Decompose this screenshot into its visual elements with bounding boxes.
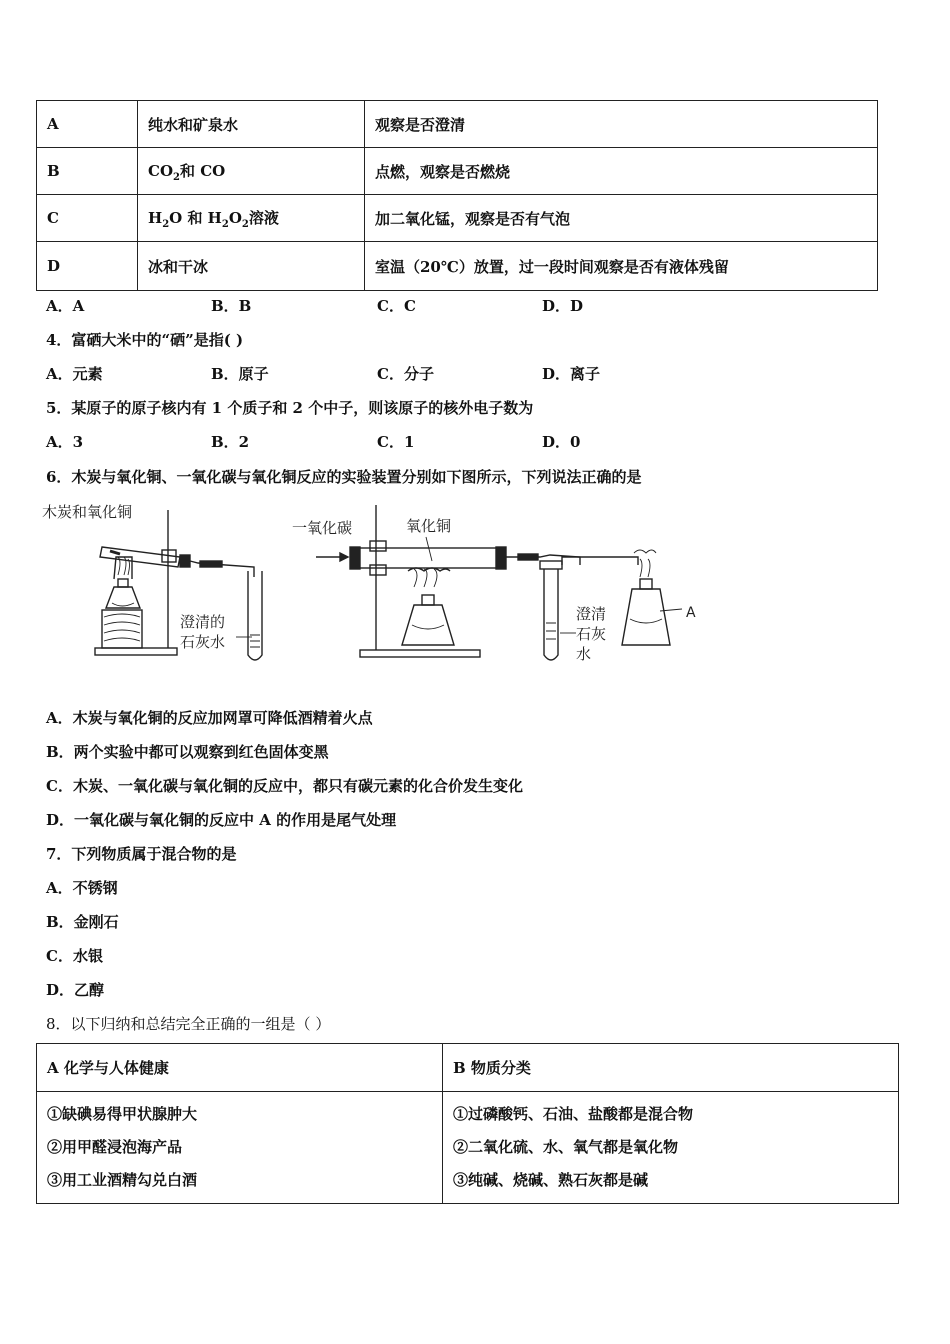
q8-stem: 8．以下归纳和总结完全正确的一组是（ ）: [46, 1015, 331, 1033]
stopper: [180, 555, 190, 567]
substance-cell: $H_2O$ 和 $H_2O_2$溶液: [138, 195, 365, 242]
alcohol-lamp-a: [622, 589, 670, 645]
list-item: ①过磷酸钙、石油、盐酸都是混合物: [453, 1105, 694, 1123]
q5-option-d: D．0: [542, 433, 581, 451]
q8-table: [36, 1043, 899, 1204]
stand-base-right: [360, 650, 480, 657]
label-cuo: 氧化铜: [406, 517, 452, 535]
q4-option-c: C．分子: [377, 365, 434, 383]
table-row: [37, 101, 878, 148]
label-charcoal-cuo: 木炭和氧化铜: [42, 503, 133, 521]
substance-cell: $CO_2$和 CO: [138, 148, 365, 195]
q5-option-a: A．3: [46, 433, 84, 451]
q8-col-b-header: B 物质分类: [443, 1044, 899, 1092]
q6-option-d: D．一氧化碳与氧化铜的反应中 A 的作用是尾气处理: [46, 811, 397, 829]
row-label: B: [37, 148, 138, 195]
q3-option-a: A．A: [46, 297, 85, 315]
q8-body-row: [37, 1092, 899, 1204]
q7-option-c: C．水银: [46, 947, 103, 965]
list-item: ③纯碱、烧碱、熟石灰都是碱: [453, 1171, 649, 1189]
q8-col-a-header: A 化学与人体健康: [37, 1044, 443, 1092]
method-cell: 观察是否澄清: [365, 101, 878, 148]
q7-option-d: D．乙醇: [46, 981, 105, 999]
label-limewater-1: 澄清的: [180, 613, 226, 631]
q3-option-c: C．C: [377, 297, 416, 315]
label-limewater-r1: 澄清: [576, 605, 607, 623]
row-label: D: [37, 242, 138, 291]
list-item: ②用甲醛浸泡海产品: [47, 1138, 183, 1156]
q8-col-a-items: [37, 1092, 443, 1204]
comparison-table: [36, 100, 878, 291]
label-a: A: [686, 605, 696, 621]
q5-option-b: B．2: [211, 433, 250, 451]
substance-cell: 纯水和矿泉水: [138, 101, 365, 148]
q7-option-b: B．金刚石: [46, 913, 119, 931]
list-item: ②二氧化硫、水、氧气都是氧化物: [453, 1138, 679, 1156]
co-cuo-apparatus: [292, 505, 696, 663]
q6-option-c: C．木炭、一氧化碳与氧化铜的反应中，都只有碳元素的化合价发生变化: [46, 777, 523, 795]
row-label: A: [37, 101, 138, 148]
tail-pipe: [562, 557, 638, 565]
q4-option-a: A．元素: [46, 365, 103, 383]
label-limewater-2: 石灰水: [180, 633, 226, 651]
limewater-tube-right: [544, 569, 558, 660]
q5-option-c: C．1: [377, 433, 415, 451]
q6-option-b: B．两个实验中都可以观察到红色固体变黑: [46, 743, 329, 761]
stand-base: [95, 648, 177, 655]
table-row: [37, 148, 878, 195]
label-limewater-r2: 石灰: [576, 625, 607, 643]
q4-option-d: D．离子: [542, 365, 601, 383]
q3-option-d: D．D: [542, 297, 584, 315]
charcoal-cuo-apparatus: [42, 503, 262, 660]
alcohol-lamp-right: [402, 605, 454, 645]
q8-col-b-items: [443, 1092, 899, 1204]
q6-option-a: A．木炭与氧化铜的反应加网罩可降低酒精着火点: [46, 709, 373, 727]
row-label: C: [37, 195, 138, 242]
q7-stem: 7．下列物质属于混合物的是: [46, 845, 237, 863]
label-limewater-r3: 水: [576, 645, 592, 663]
label-co: 一氧化碳: [292, 519, 353, 537]
list-item: ③用工业酒精勾兑白酒: [47, 1171, 198, 1189]
method-cell: 室温（20℃）放置，过一段时间观察是否有液体残留: [365, 242, 878, 291]
q7-option-a: A．不锈钢: [46, 879, 118, 897]
table-row: [37, 242, 878, 291]
q3-option-b: B．B: [211, 297, 252, 315]
table-row: [37, 195, 878, 242]
method-cell: 点燃，观察是否燃烧: [365, 148, 878, 195]
q4-option-b: B．原子: [211, 365, 269, 383]
substance-cell: 冰和干冰: [138, 242, 365, 291]
list-item: ①缺碘易得甲状腺肿大: [47, 1105, 198, 1123]
q8-header-row: [37, 1044, 899, 1092]
q4-stem: 4．富硒大米中的“硒”是指( ): [46, 331, 244, 349]
q5-stem: 5．某原子的原子核内有 1 个质子和 2 个中子，则该原子的核外电子数为: [46, 399, 534, 417]
alcohol-lamp: [106, 587, 140, 608]
q6-stem: 6．木炭与氧化铜、一氧化碳与氧化铜反应的实验装置分别如下图所示，下列说法正确的是: [46, 468, 642, 486]
experiment-figure: [40, 495, 740, 675]
method-cell: 加二氧化锰，观察是否有气泡: [365, 195, 878, 242]
